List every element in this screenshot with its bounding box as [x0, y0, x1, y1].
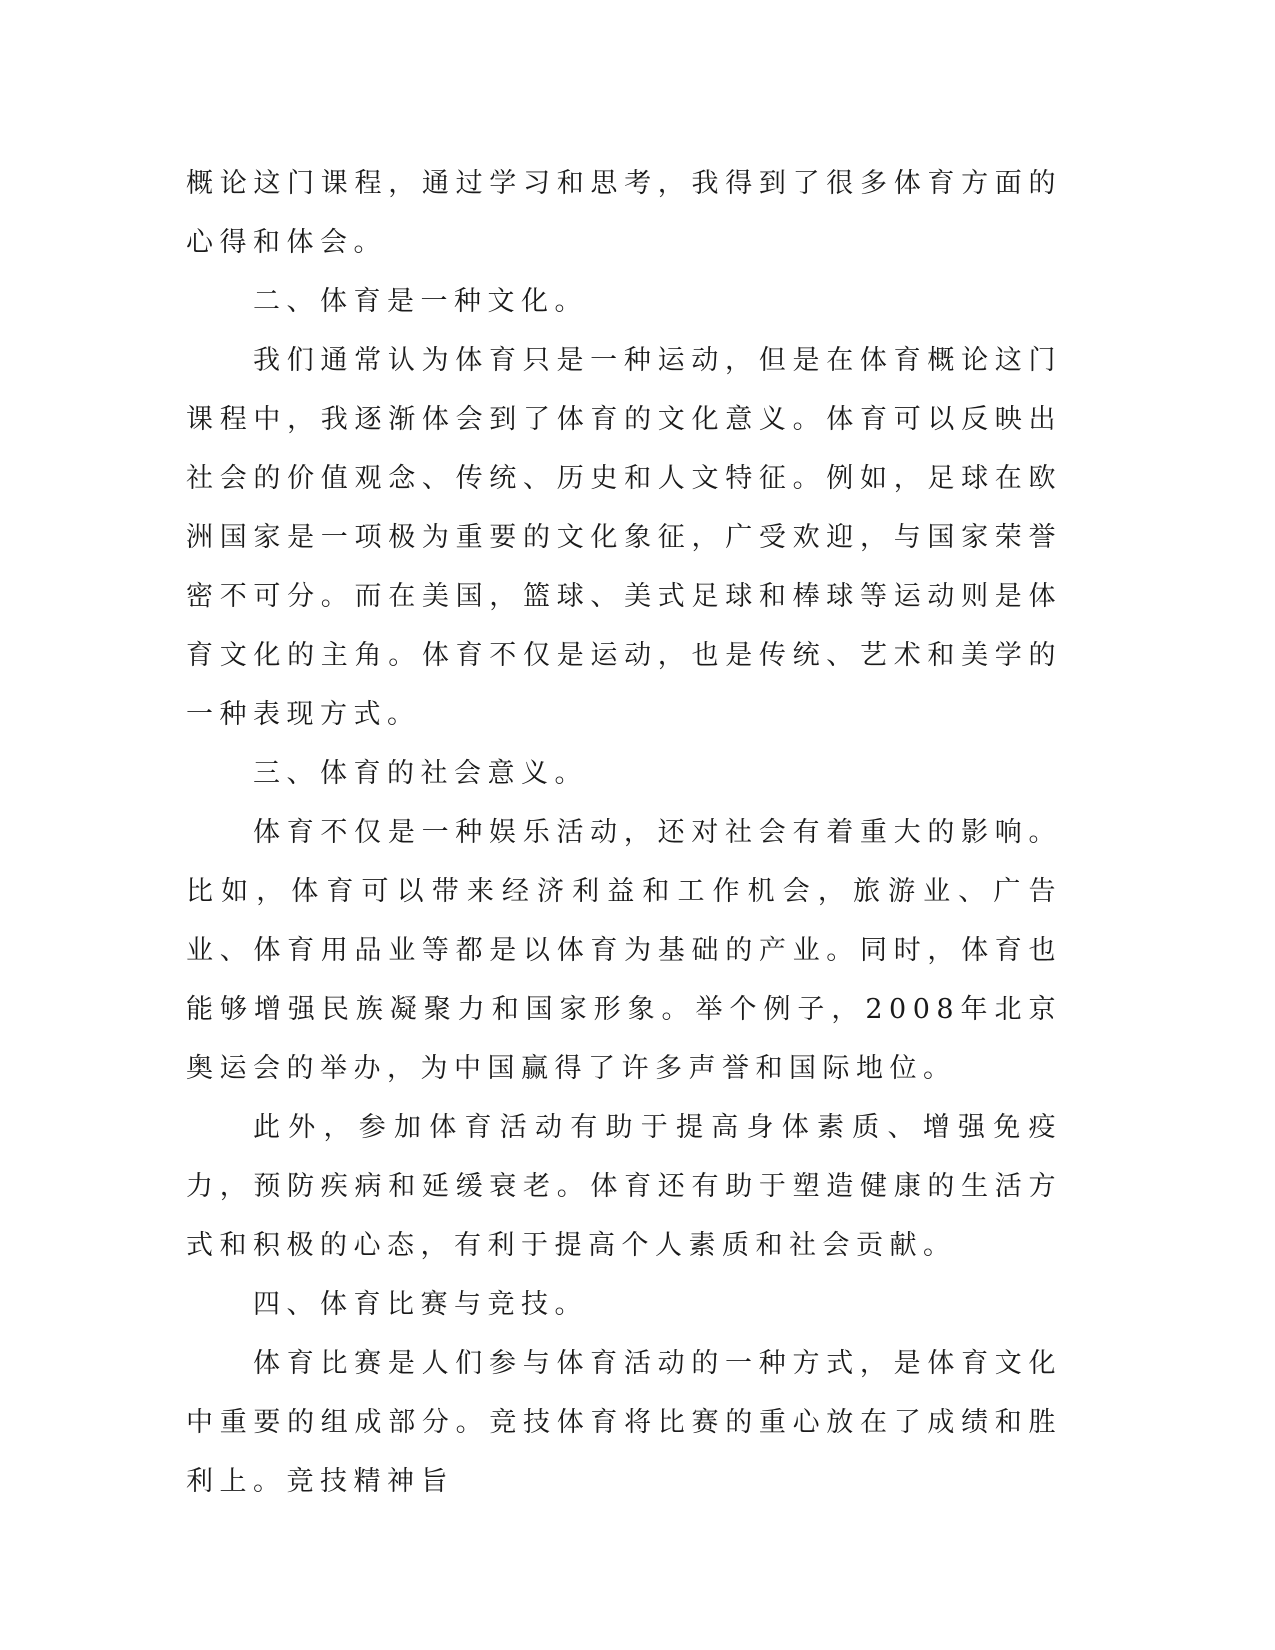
- section-heading-culture: 二、体育是一种文化。: [253, 286, 588, 317]
- section-heading-social-meaning: 三、体育的社会意义。: [253, 758, 588, 789]
- paragraph-health-benefits: 此外，参加体育活动有助于提高身体素质、增强免疫力，预防疾病和延缓衰老。体育还有助于塑造健康的生活方式和积极的心态，有利于提高个人素质和社会贡献。: [186, 1112, 1062, 1261]
- paragraph-competition: 体育比赛是人们参与体育活动的一种方式，是体育文化中重要的组成部分。竞技体育将比赛的重心放在了成绩和胜利上。竞技精神旨: [186, 1348, 1062, 1497]
- section-heading-competition: 四、体育比赛与竞技。: [253, 1289, 588, 1320]
- document-body: [186, 154, 1062, 1511]
- paragraph-culture: 我们通常认为体育只是一种运动，但是在体育概论这门课程中，我逐渐体会到了体育的文化意义。体育可以反映出社会的价值观念、传统、历史和人文特征。例如，足球在欧洲国家是一项极为重要的文化象征，广受欢迎，与国家荣誉密不可分。而在美国，篮球、美式足球和棒球等运动则是体育文化的主角。体育不仅是运动，也是传统、艺术和美学的一种表现方式。: [186, 345, 1062, 730]
- paragraph-continuation: 概论这门课程，通过学习和思考，我得到了很多体育方面的心得和体会。: [186, 168, 1062, 258]
- paragraph-social-meaning: 体育不仅是一种娱乐活动，还对社会有着重大的影响。比如，体育可以带来经济利益和工作机会，旅游业、广告业、体育用品业等都是以体育为基础的产业。同时，体育也能够增强民族凝聚力和国家形象。举个例子，2008年北京奥运会的举办，为中国赢得了许多声誉和国际地位。: [186, 817, 1062, 1084]
